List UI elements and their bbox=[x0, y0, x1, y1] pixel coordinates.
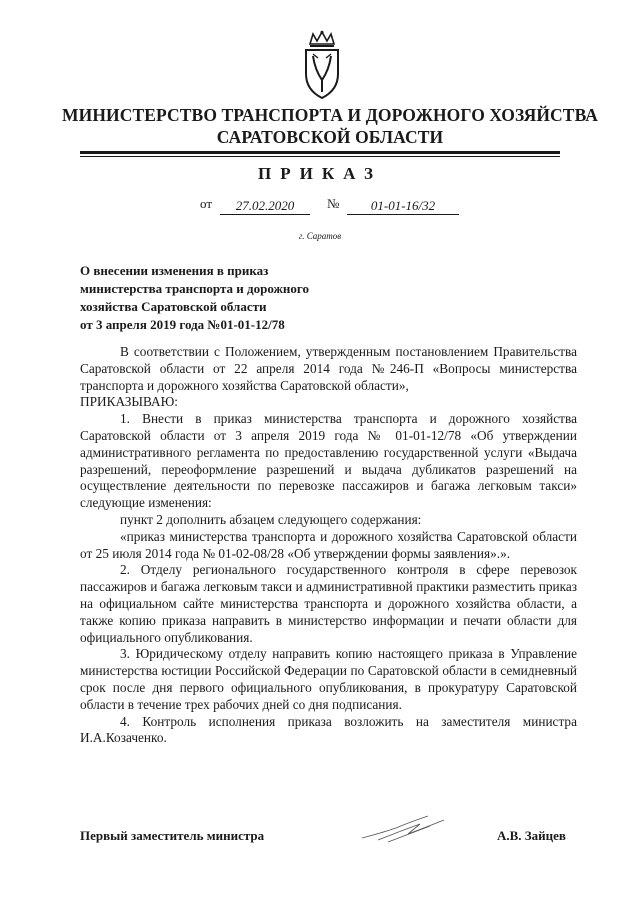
clause-3: 3. Юридическому отделу направить копию настоящего приказа в Управление министерства юстиции Российской Федерации по Саратовской области в семидневный срок после дня первого официального опубликования, в прокуратуру Саратовской области в течение трех рабочих дней со дня подписания. bbox=[80, 646, 577, 712]
clause-1-amendment: пункт 2 дополнить абзацем следующего содержания: bbox=[120, 511, 422, 527]
order-body bbox=[80, 344, 577, 747]
signatory-position: Первый заместитель министра bbox=[80, 828, 265, 843]
subject-line: от 3 апреля 2019 года №01-01-12/78 bbox=[80, 317, 285, 332]
order-directive: ПРИКАЗЫВАЮ: bbox=[80, 394, 178, 410]
clause-1-amendment-text: «приказ министерства транспорта и дорожного хозяйства Саратовской области от 25 июля 2014 года № 01-02-08/28 «Об утверждении формы заявления».». bbox=[80, 528, 577, 561]
ministry-name bbox=[60, 104, 600, 148]
header-rule-thin bbox=[80, 156, 560, 157]
document-title: ПРИКАЗ bbox=[258, 164, 382, 183]
subject-line: О внесении изменения в приказ bbox=[80, 263, 269, 278]
signatory-name: А.В. Зайцев bbox=[497, 828, 566, 843]
ministry-name-line1: МИНИСТЕРСТВО ТРАНСПОРТА И ДОРОЖНОГО ХОЗЯЙСТВА bbox=[62, 105, 598, 125]
preamble-paragraph: В соответствии с Положением, утвержденным постановлением Правительства Саратовской области от 22 апреля 2014 года №246-П «Вопросы министерства транспорта и дорожного хозяйства Саратовской области», bbox=[80, 344, 577, 393]
city-label: г. Саратов bbox=[298, 231, 342, 241]
ministry-name-line2: САРАТОВСКОЙ ОБЛАСТИ bbox=[216, 127, 444, 147]
subject-line: министерства транспорта и дорожного bbox=[80, 281, 310, 296]
clause-1: 1. Внести в приказ министерства транспорта и дорожного хозяйства Саратовской области от 3 апреля 2019 года № 01-01-12/78 «Об утверждении административного регламента по предоставлению государственной услуги «Выдача разрешений, переоформление разрешений и выдача дубликатов разрешений на осуществление деятельности по перевозке пассажиров и багажа легковым такси» следующие изменения: bbox=[80, 411, 577, 511]
saratov-coat-of-arms-icon bbox=[297, 30, 347, 102]
header-rule-thick bbox=[80, 151, 560, 154]
order-date: 27.02.2020 bbox=[220, 198, 310, 215]
order-number: 01-01-16/32 bbox=[347, 198, 459, 215]
date-prefix: от bbox=[200, 196, 213, 211]
clause-4: 4. Контроль исполнения приказа возложить на заместителя министра И.А.Козаченко. bbox=[80, 713, 577, 746]
subject-line: хозяйства Саратовской области bbox=[80, 299, 267, 314]
handwritten-signature bbox=[358, 812, 448, 846]
order-subject bbox=[80, 262, 400, 334]
number-prefix: № bbox=[327, 196, 340, 211]
clause-2: 2. Отделу регионального государственного контроля в сфере перевозок пассажиров и багажа легковым такси и административной практики разместить приказ на официальном сайте министерства транспорта и дорожного хозяйства области, а также копию приказа направить в министерство информации и печати области для официального опубликования. bbox=[80, 562, 577, 645]
